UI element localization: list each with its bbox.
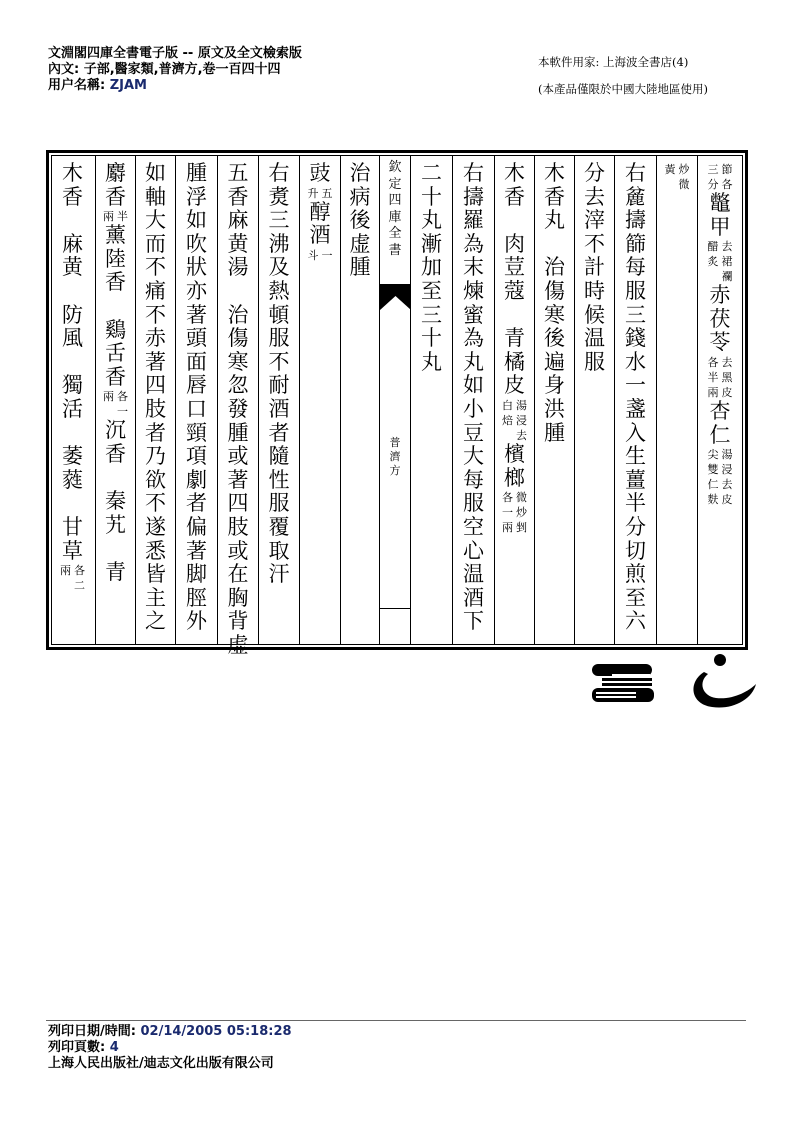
main-char: 服: [625, 278, 646, 303]
column-text: [136, 162, 175, 634]
main-char: 外: [186, 609, 207, 634]
main-char: 鷄: [105, 317, 126, 342]
main-char: 沸: [268, 231, 290, 256]
main-char: 時: [584, 278, 605, 303]
main-char: 如: [463, 373, 484, 398]
main-char: 服: [268, 326, 290, 351]
text-column: [175, 156, 217, 644]
main-char: 荳: [504, 255, 525, 280]
main-char: 麄: [625, 184, 646, 209]
main-char: 覆: [268, 514, 290, 539]
main-char: 苓: [709, 330, 731, 355]
main-char: 篩: [625, 231, 646, 256]
main-char: 頸: [186, 420, 207, 445]
main-char: 項: [186, 444, 207, 469]
user-row: [48, 78, 302, 94]
print-datetime: 02/14/2005 05:18:28: [140, 1024, 292, 1039]
main-char: 醇: [309, 199, 331, 224]
main-char: 十: [421, 326, 442, 351]
main-char: 或: [227, 538, 249, 563]
main-char: 在: [227, 562, 249, 587]
main-char: 狀: [186, 255, 207, 280]
main-char: 腫: [227, 420, 249, 445]
main-char: 亦: [186, 278, 207, 303]
main-char: 為: [463, 231, 484, 256]
main-char: 仁: [709, 422, 731, 447]
main-char: 橘: [504, 349, 525, 374]
main-char: 不: [584, 231, 605, 256]
center-fold-column: [379, 156, 410, 644]
main-char: 大: [145, 208, 166, 233]
book-title: 欽 定 四 庫 全 書: [388, 160, 402, 258]
main-char: 偏: [186, 514, 207, 539]
main-char: 酒: [309, 223, 331, 248]
main-char: 羅: [463, 208, 484, 233]
header-left: [48, 46, 302, 94]
main-char: 右: [268, 161, 290, 185]
main-char: 者: [145, 420, 166, 445]
content-path-row: [48, 62, 302, 78]
main-char: 服: [268, 491, 290, 516]
main-char: 青: [504, 326, 525, 351]
main-char: 右: [463, 161, 484, 185]
column-text: [96, 162, 135, 585]
main-char: 不: [145, 302, 166, 327]
column-grid: [51, 155, 743, 657]
main-char: 三: [421, 302, 442, 327]
page-frame: [46, 150, 748, 657]
main-char: 者: [186, 491, 207, 516]
main-char: 香: [105, 364, 126, 389]
main-char: 腫: [186, 161, 207, 185]
header-right: [538, 49, 708, 103]
main-char: 蔻: [504, 278, 525, 303]
main-char: 防: [62, 302, 83, 327]
main-char: 或: [227, 444, 249, 469]
main-char: 大: [463, 444, 484, 469]
main-char: 寒: [544, 302, 565, 327]
main-char: 擣: [463, 184, 484, 209]
main-char: 面: [186, 349, 207, 374]
main-char: 腫: [544, 420, 565, 445]
main-char: 香: [105, 184, 126, 209]
main-char: 生: [625, 444, 646, 469]
main-char: 麝: [105, 161, 126, 185]
content-label: 內文:: [48, 62, 80, 77]
column-text: [575, 162, 614, 374]
main-char: 如: [186, 208, 207, 233]
main-char: 下: [463, 609, 484, 634]
main-char: 皮: [504, 373, 525, 398]
main-char: 右: [625, 161, 646, 185]
main-char: 劇: [186, 467, 207, 492]
main-char: 主: [145, 585, 166, 610]
main-char: 悉: [145, 538, 166, 563]
main-char: 著: [145, 349, 166, 374]
main-char: 軸: [145, 184, 166, 209]
main-char: 二: [421, 161, 442, 185]
main-char: 後: [349, 208, 371, 233]
annotation: 炒 微 黃: [664, 163, 690, 191]
main-char: 豆: [463, 420, 484, 445]
main-char: 薰: [105, 223, 126, 248]
volume-title: 普 濟 方: [389, 436, 401, 477]
main-char: 遍: [544, 349, 565, 374]
text-column: [340, 156, 379, 644]
main-char: 丸: [463, 349, 484, 374]
main-char: 茯: [709, 306, 731, 331]
main-char: 遂: [145, 514, 166, 539]
main-char: 忽: [227, 373, 249, 398]
main-char: 杏: [709, 398, 731, 423]
publisher-logo-icon: [592, 652, 762, 712]
main-char: 至: [625, 585, 646, 610]
print-pages: 4: [109, 1040, 119, 1055]
main-char: 湯: [227, 255, 249, 280]
main-char: 豉: [309, 161, 331, 185]
column-text: [495, 162, 534, 535]
main-char: 香: [544, 184, 565, 209]
main-char: 服: [463, 491, 484, 516]
main-char: 艽: [105, 512, 126, 537]
main-char: 脚: [186, 562, 207, 587]
main-char: 煉: [463, 278, 484, 303]
column-text: [218, 162, 258, 657]
main-char: 黄: [227, 231, 249, 256]
user-label: 用户名稱:: [48, 78, 106, 93]
main-char: 水: [625, 349, 646, 374]
text-column: [217, 156, 258, 657]
main-char: 温: [584, 326, 605, 351]
text-column: [95, 156, 135, 644]
main-char: 治: [227, 302, 249, 327]
footer: [48, 1024, 292, 1072]
main-char: 香: [227, 184, 249, 209]
text-column: [574, 156, 614, 644]
main-char: 煑: [268, 184, 290, 209]
main-char: 而: [145, 231, 166, 256]
main-char: 草: [62, 538, 83, 563]
main-char: 酒: [268, 396, 290, 421]
main-char: 熱: [268, 278, 290, 303]
publisher: 上海人民出版社/迪志文化出版有限公司: [48, 1056, 274, 1071]
column-text: [411, 162, 452, 374]
main-char: 至: [421, 278, 442, 303]
main-char: 滓: [584, 208, 605, 233]
main-char: 虚: [349, 231, 371, 256]
main-char: 浮: [186, 184, 207, 209]
text-column: [534, 156, 574, 644]
main-char: 四: [145, 373, 166, 398]
main-char: 虚: [227, 632, 249, 657]
main-char: 乃: [145, 444, 166, 469]
main-char: 沉: [105, 418, 126, 443]
main-char: 為: [463, 326, 484, 351]
main-char: 萎: [62, 444, 83, 469]
annotation: 去 黑 皮 各 半 兩: [707, 355, 733, 399]
main-char: 木: [504, 161, 525, 185]
annotation: 微 炒 剉 各 一 兩: [502, 491, 527, 535]
annotation: 一 斗: [307, 248, 333, 262]
center-divider: [380, 608, 410, 609]
text-column: [452, 156, 494, 644]
main-char: 胸: [227, 585, 249, 610]
main-char: 獨: [62, 373, 83, 398]
fishtail-mark-icon: [380, 284, 411, 310]
main-char: 鼈: [709, 191, 731, 215]
main-char: 性: [268, 467, 290, 492]
column-text: [698, 162, 742, 507]
main-char: 後: [544, 326, 565, 351]
main-char: 半: [625, 491, 646, 516]
print-pages-label: 列印頁數:: [48, 1040, 106, 1055]
main-char: 加: [421, 255, 442, 280]
annotation: 五 升: [307, 186, 333, 200]
column-text: [259, 162, 299, 587]
main-char: 者: [268, 420, 290, 445]
main-char: 隨: [268, 444, 290, 469]
main-char: 木: [544, 161, 565, 185]
main-char: 丸: [421, 349, 442, 374]
main-char: 分: [584, 161, 605, 185]
region-notice: (本產品僅限於中國大陸地區使用): [538, 82, 708, 96]
main-char: 榔: [504, 465, 525, 490]
main-char: 赤: [145, 326, 166, 351]
main-char: 盞: [625, 396, 646, 421]
main-char: 錢: [625, 326, 646, 351]
main-char: 黄: [62, 255, 83, 280]
main-char: 四: [227, 491, 249, 516]
main-char: 不: [268, 349, 290, 374]
main-char: 赤: [709, 283, 731, 308]
main-char: 香: [62, 184, 83, 209]
annotation: 各 一 兩: [103, 390, 128, 419]
annotation: 各 二 兩: [60, 564, 85, 593]
column-text: [615, 162, 656, 634]
main-char: 發: [227, 396, 249, 421]
column-text: [176, 162, 217, 634]
main-char: 酒: [463, 585, 484, 610]
main-char: 唇: [186, 373, 207, 398]
text-column: [135, 156, 175, 644]
main-char: 一: [625, 373, 646, 398]
main-char: 治: [544, 255, 565, 280]
main-char: 候: [584, 302, 605, 327]
main-char: 煎: [625, 562, 646, 587]
main-char: 著: [186, 302, 207, 327]
main-char: 漸: [421, 231, 442, 256]
main-char: 欲: [145, 467, 166, 492]
main-char: 丸: [544, 208, 565, 233]
main-char: 五: [227, 161, 249, 185]
main-char: 香: [105, 270, 126, 295]
main-char: 每: [625, 255, 646, 280]
print-datetime-row: [48, 1024, 292, 1040]
main-char: 三: [625, 302, 646, 327]
text-column: [299, 156, 340, 644]
column-text: [453, 162, 494, 634]
main-char: 舌: [105, 341, 126, 366]
main-char: 檳: [504, 441, 525, 466]
main-char: 計: [584, 255, 605, 280]
main-char: 治: [349, 161, 371, 185]
main-char: 服: [584, 349, 605, 374]
annotation: 節 各 三 分: [707, 163, 733, 191]
main-char: 甘: [62, 514, 83, 539]
main-char: 十: [421, 184, 442, 209]
main-char: 病: [349, 184, 371, 209]
main-char: 之: [145, 609, 166, 634]
main-char: 著: [186, 538, 207, 563]
main-char: 傷: [227, 326, 249, 351]
main-char: 痛: [145, 278, 166, 303]
main-char: 分: [625, 514, 646, 539]
main-char: 香: [105, 441, 126, 466]
main-char: 肉: [504, 231, 525, 256]
main-char: 皆: [145, 562, 166, 587]
main-char: 及: [268, 255, 290, 280]
main-char: 三: [268, 208, 290, 233]
print-pages-row: [48, 1040, 292, 1056]
app-title: 文淵閣四庫全書電子版 -- 原文及全文檢索版: [48, 46, 302, 61]
column-text: [535, 162, 574, 445]
main-char: 小: [463, 396, 484, 421]
annotation: 湯 浸 去 皮 尖 雙 仁 麩: [707, 448, 733, 507]
main-char: 擣: [625, 208, 646, 233]
main-char: 耐: [268, 373, 290, 398]
main-char: 陸: [105, 246, 126, 271]
main-char: 木: [62, 161, 83, 185]
licensee: 本軟件用家: 上海波全書店(4): [538, 55, 689, 69]
text-column: [614, 156, 656, 644]
main-char: 洪: [544, 396, 565, 421]
main-char: 肢: [227, 514, 249, 539]
text-column: [258, 156, 299, 644]
main-char: 風: [62, 326, 83, 351]
main-char: 頓: [268, 302, 290, 327]
main-char: 青: [105, 559, 126, 584]
text-column: [656, 156, 697, 644]
text-column: [697, 156, 742, 644]
main-char: 活: [62, 396, 83, 421]
annotation: 湯 浸 去 白 焙: [502, 398, 527, 442]
main-char: 甲: [709, 214, 731, 239]
main-char: 背: [227, 609, 249, 634]
main-char: 汗: [268, 562, 290, 587]
main-char: 著: [227, 467, 249, 492]
main-char: 丸: [421, 208, 442, 233]
text-column: [50, 156, 95, 644]
main-char: 不: [145, 255, 166, 280]
main-char: 蕤: [62, 467, 83, 492]
main-char: 頭: [186, 326, 207, 351]
annotation: 半 兩: [103, 210, 128, 224]
user-name: ZJAM: [109, 78, 147, 93]
main-char: 入: [625, 420, 646, 445]
footer-divider: [46, 1020, 746, 1021]
main-char: 取: [268, 538, 290, 563]
column-text: [300, 162, 340, 263]
content-path: 子部,醫家類,普濟方,卷一百四十四: [83, 62, 281, 77]
main-char: 香: [504, 184, 525, 209]
main-char: 薑: [625, 467, 646, 492]
main-char: 麻: [62, 231, 83, 256]
main-char: 身: [544, 373, 565, 398]
main-char: 切: [625, 538, 646, 563]
text-column: [494, 156, 534, 644]
main-char: 如: [145, 161, 166, 185]
column-text: [341, 162, 379, 280]
main-char: 六: [625, 609, 646, 634]
column-text: [657, 162, 697, 192]
main-char: 空: [463, 514, 484, 539]
main-char: 去: [584, 184, 605, 209]
main-char: 麻: [227, 208, 249, 233]
main-char: 每: [463, 467, 484, 492]
main-char: 心: [463, 538, 484, 563]
main-char: 蜜: [463, 302, 484, 327]
main-char: 吹: [186, 231, 207, 256]
column-text: [50, 162, 95, 593]
text-column: [410, 156, 452, 644]
main-char: 温: [463, 562, 484, 587]
main-char: 寒: [227, 349, 249, 374]
main-char: 末: [463, 255, 484, 280]
main-char: 腫: [349, 255, 371, 280]
annotation: 去 裙 襴 醋 炙: [707, 240, 733, 284]
main-char: 脛: [186, 585, 207, 610]
main-char: 秦: [105, 489, 126, 514]
main-char: 口: [186, 396, 207, 421]
main-char: 肢: [145, 396, 166, 421]
main-char: 不: [145, 491, 166, 516]
print-datetime-label: 列印日期/時間:: [48, 1024, 136, 1039]
main-char: 傷: [544, 278, 565, 303]
